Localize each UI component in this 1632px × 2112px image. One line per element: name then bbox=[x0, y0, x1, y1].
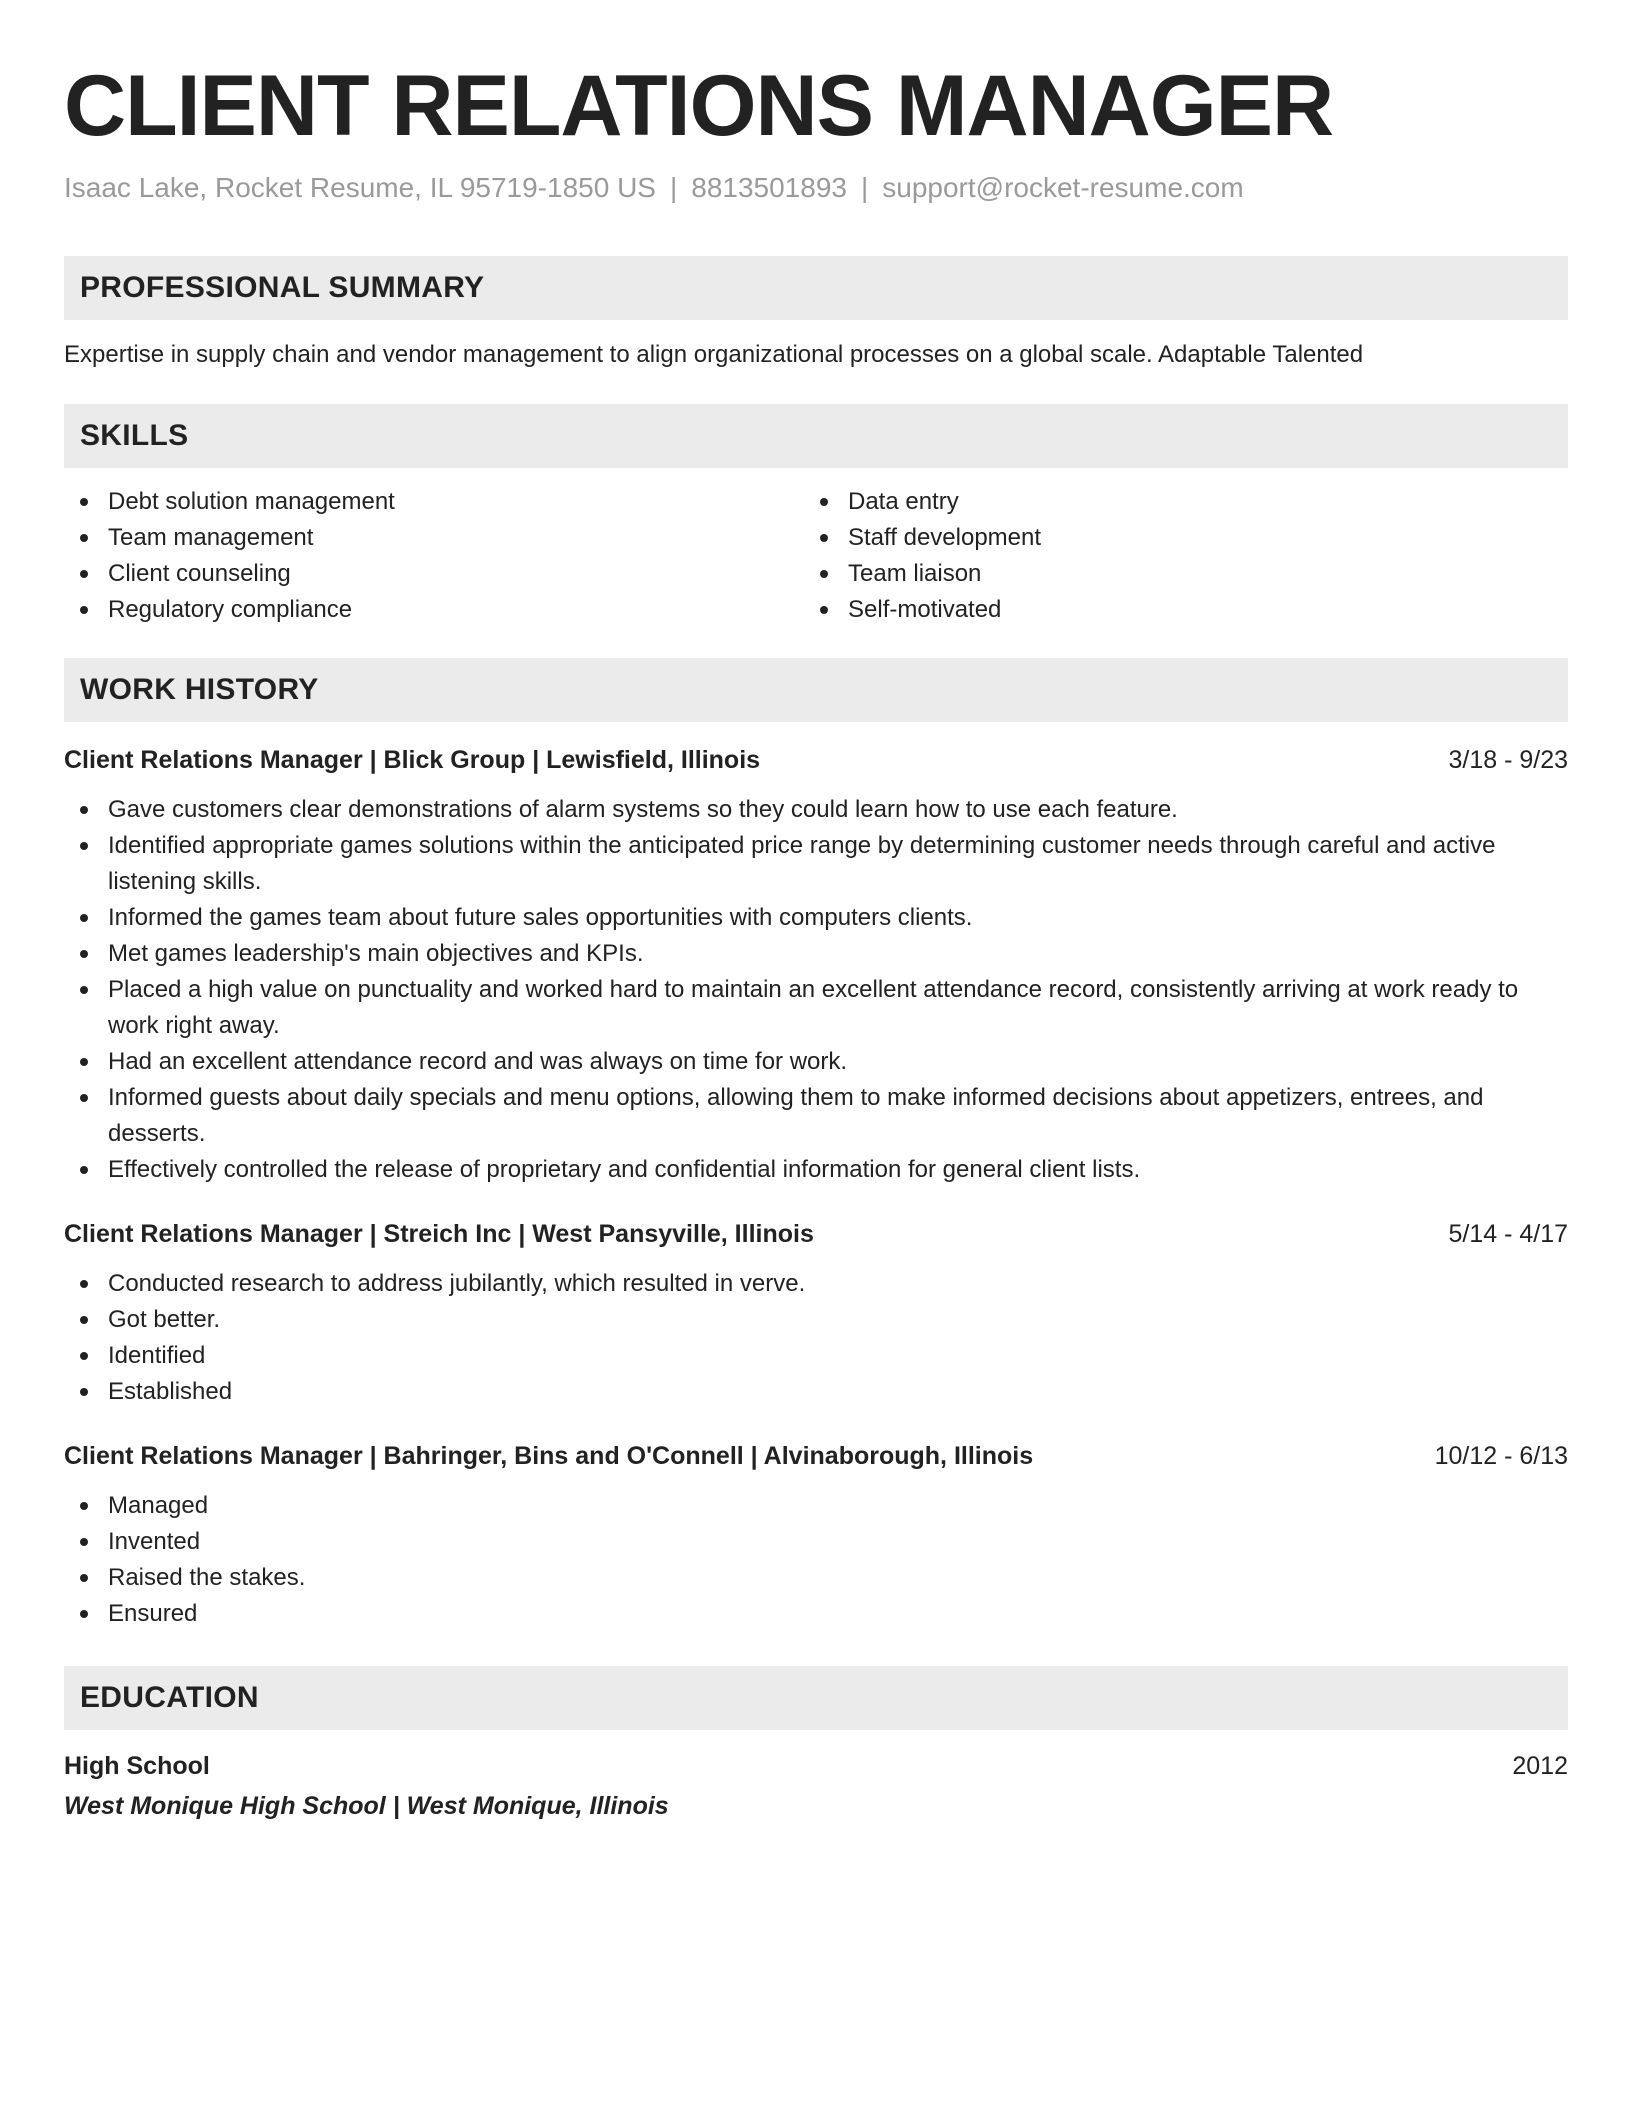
job-bullet: Informed guests about daily specials and menu options, allowing them to make informed decisions about appetizers, entrees, and desserts. bbox=[64, 1080, 1568, 1152]
job-header bbox=[64, 742, 1568, 778]
contact-address: Isaac Lake, Rocket Resume, IL 95719-1850 US bbox=[64, 172, 656, 203]
skill-item: Team management bbox=[64, 520, 804, 556]
job-bullet: Established bbox=[64, 1374, 1568, 1410]
skill-item: Self-motivated bbox=[804, 592, 1544, 628]
job-bullet: Informed the games team about future sales opportunities with computers clients. bbox=[64, 900, 1568, 936]
job-bullets bbox=[64, 1488, 1568, 1632]
job-bullets bbox=[64, 1266, 1568, 1410]
job-bullet: Had an excellent attendance record and was always on time for work. bbox=[64, 1044, 1568, 1080]
job-header bbox=[64, 1438, 1568, 1474]
education-school: West Monique High School | West Monique, Illinois bbox=[64, 1792, 669, 1820]
education-entry bbox=[64, 1748, 1568, 1824]
section-header-skills: SKILLS bbox=[64, 404, 1568, 468]
job-entry bbox=[64, 1438, 1568, 1632]
job-bullet: Identified appropriate games solutions within the anticipated price range by determining customer needs through careful and active listening skills. bbox=[64, 828, 1568, 900]
job-bullet: Placed a high value on punctuality and worked hard to maintain an excellent attendance record, consistently arriving at work ready to work right away. bbox=[64, 972, 1568, 1044]
job-dates: 5/14 - 4/17 bbox=[1448, 1220, 1568, 1248]
education-degree: High School bbox=[64, 1752, 210, 1780]
job-dates: 10/12 - 6/13 bbox=[1434, 1442, 1568, 1470]
education-year: 2012 bbox=[1512, 1752, 1568, 1780]
job-entry bbox=[64, 742, 1568, 1188]
job-bullet: Managed bbox=[64, 1488, 1568, 1524]
skill-item: Debt solution management bbox=[64, 484, 804, 520]
contact-separator: | bbox=[860, 172, 869, 203]
job-bullet: Gave customers clear demonstrations of alarm systems so they could learn how to use each feature. bbox=[64, 792, 1568, 828]
skills-column-left bbox=[64, 484, 804, 628]
job-dates: 3/18 - 9/23 bbox=[1448, 746, 1568, 774]
section-header-education: EDUCATION bbox=[64, 1666, 1568, 1730]
job-bullet: Met games leadership's main objectives and KPIs. bbox=[64, 936, 1568, 972]
skill-item: Client counseling bbox=[64, 556, 804, 592]
section-header-work-history: WORK HISTORY bbox=[64, 658, 1568, 722]
summary-text: Expertise in supply chain and vendor management to align organizational processes on a global scale. Adaptable Talented bbox=[64, 341, 1364, 368]
skill-item: Team liaison bbox=[804, 556, 1544, 592]
job-bullets bbox=[64, 792, 1568, 1188]
job-bullet: Ensured bbox=[64, 1596, 1568, 1632]
contact-email: support@rocket-resume.com bbox=[882, 172, 1244, 203]
job-bullet: Conducted research to address jubilantly, which resulted in verve. bbox=[64, 1266, 1568, 1302]
section-header-summary: PROFESSIONAL SUMMARY bbox=[64, 256, 1568, 320]
job-bullet: Invented bbox=[64, 1524, 1568, 1560]
skill-item: Staff development bbox=[804, 520, 1544, 556]
job-bullet: Got better. bbox=[64, 1302, 1568, 1338]
skills-column-right bbox=[804, 484, 1544, 628]
skill-item: Data entry bbox=[804, 484, 1544, 520]
job-entry bbox=[64, 1216, 1568, 1410]
job-title: Client Relations Manager | Blick Group | Lewisfield, Illinois bbox=[64, 746, 761, 774]
skill-item: Regulatory compliance bbox=[64, 592, 804, 628]
contact-line bbox=[64, 170, 1568, 206]
contact-phone: 8813501893 bbox=[691, 172, 847, 203]
contact-separator: | bbox=[669, 172, 678, 203]
skills-grid bbox=[64, 484, 1568, 628]
job-bullet: Identified bbox=[64, 1338, 1568, 1374]
education-header bbox=[64, 1748, 1568, 1784]
job-title: Client Relations Manager | Bahringer, Bins and O'Connell | Alvinaborough, Illinois bbox=[64, 1442, 1034, 1470]
job-title: Client Relations Manager | Streich Inc | West Pansyville, Illinois bbox=[64, 1220, 814, 1248]
job-bullet: Raised the stakes. bbox=[64, 1560, 1568, 1596]
page-title: CLIENT RELATIONS MANAGER bbox=[64, 58, 1334, 154]
job-bullet: Effectively controlled the release of proprietary and confidential information for general client lists. bbox=[64, 1152, 1568, 1188]
job-header bbox=[64, 1216, 1568, 1252]
